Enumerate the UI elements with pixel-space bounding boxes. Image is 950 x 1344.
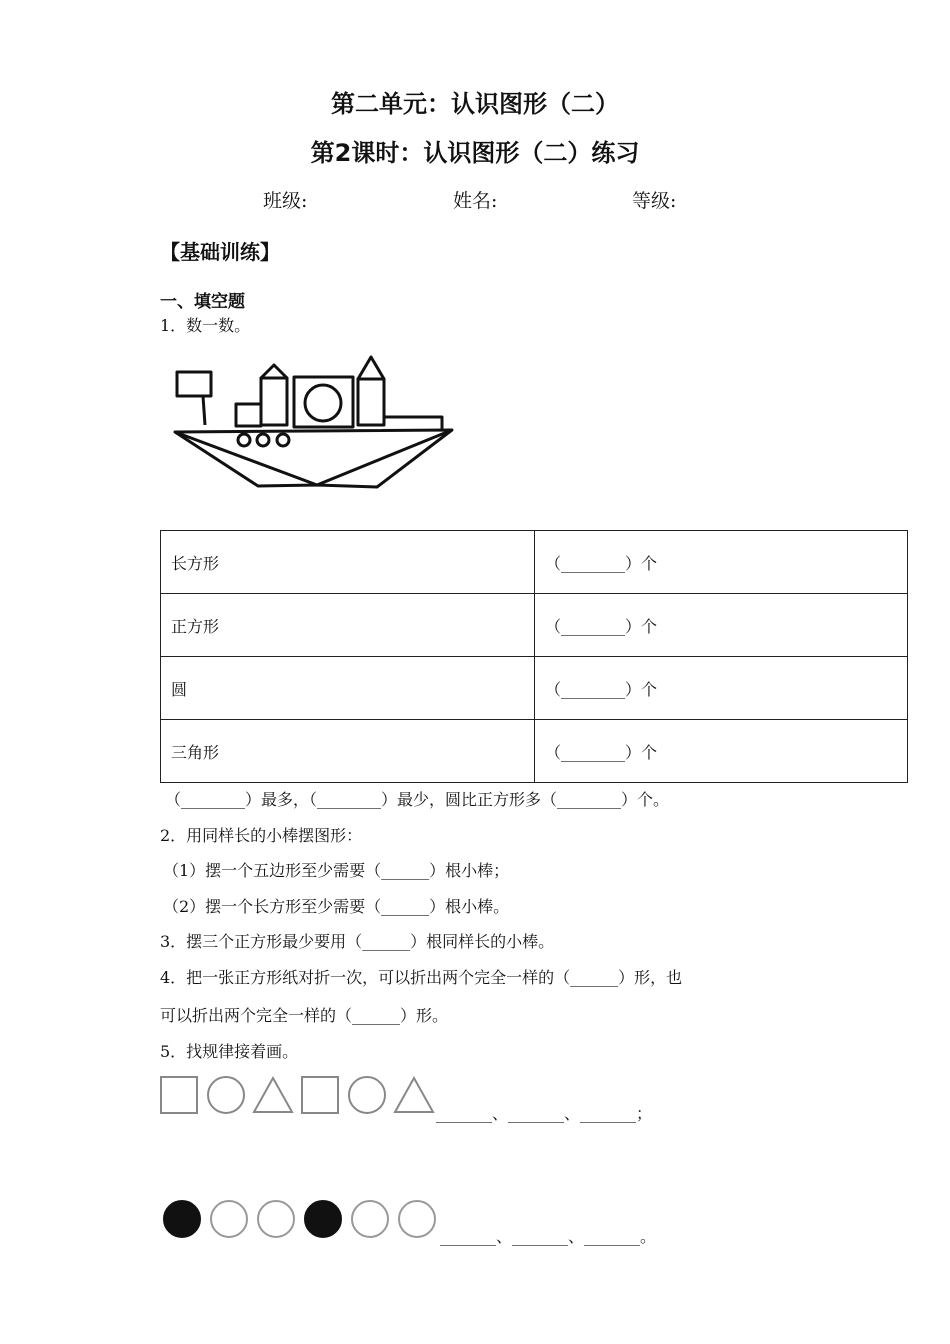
empty-circle bbox=[399, 1201, 435, 1237]
table-row bbox=[161, 594, 908, 657]
lesson-title: 第2课时：认识图形（二）练习 bbox=[310, 139, 640, 167]
triangle-shape bbox=[395, 1078, 433, 1112]
q5-seq2-answer[interactable]: _______、_______、_______。 bbox=[440, 1227, 657, 1246]
q5-prompt: 5．找规律接着画。 bbox=[160, 1042, 299, 1061]
class-label: 班级: bbox=[263, 190, 308, 212]
shape-name: 三角形 bbox=[161, 720, 535, 783]
q2-prompt: 2．用同样长的小棒摆图形： bbox=[160, 826, 363, 845]
square-shape bbox=[302, 1077, 338, 1113]
name-label: 姓名: bbox=[453, 190, 498, 212]
part-fill-in-blanks: 一、填空题 bbox=[160, 292, 245, 312]
q4-line2[interactable]: 可以折出两个完全一样的（______）形。 bbox=[160, 1006, 449, 1025]
empty-circle bbox=[211, 1201, 247, 1237]
ship-illustration bbox=[165, 345, 465, 495]
q3-text[interactable]: 3．摆三个正方形最少要用（______）根同样长的小棒。 bbox=[160, 932, 555, 951]
circle-sequence-2 bbox=[162, 1198, 442, 1240]
shape-name: 正方形 bbox=[161, 594, 535, 657]
shape-name: 长方形 bbox=[161, 531, 535, 594]
grade-label: 等级: bbox=[632, 190, 677, 212]
section-basic-training: 【基础训练】 bbox=[160, 240, 280, 264]
answer-blank[interactable]: （________）个 bbox=[535, 594, 908, 657]
q5-seq1-answer[interactable]: _______、_______、_______； bbox=[436, 1104, 653, 1123]
answer-blank[interactable]: （________）个 bbox=[535, 531, 908, 594]
answer-blank[interactable]: （________）个 bbox=[535, 720, 908, 783]
table-row bbox=[161, 720, 908, 783]
triangle-shape bbox=[254, 1078, 292, 1112]
table-row bbox=[161, 657, 908, 720]
page-title: 第二单元：认识图形（二） bbox=[331, 90, 619, 118]
count-table bbox=[160, 530, 908, 783]
q2-sub1[interactable]: （1）摆一个五边形至少需要（______）根小棒； bbox=[163, 861, 510, 880]
empty-circle bbox=[352, 1201, 388, 1237]
filled-circle bbox=[164, 1201, 200, 1237]
table-row bbox=[161, 531, 908, 594]
shape-sequence-1 bbox=[160, 1075, 440, 1117]
filled-circle bbox=[305, 1201, 341, 1237]
circle-shape bbox=[349, 1077, 385, 1113]
circle-shape bbox=[208, 1077, 244, 1113]
q2-sub2[interactable]: （2）摆一个长方形至少需要（______）根小棒。 bbox=[163, 897, 510, 916]
empty-circle bbox=[258, 1201, 294, 1237]
shape-name: 圆 bbox=[161, 657, 535, 720]
square-shape bbox=[161, 1077, 197, 1113]
q1-followup[interactable]: （________）最多，（________）最少，圆比正方形多（________）个。 bbox=[165, 790, 670, 809]
q4-line1[interactable]: 4．把一张正方形纸对折一次，可以折出两个完全一样的（______）形，也 bbox=[160, 968, 683, 987]
answer-blank[interactable]: （________）个 bbox=[535, 657, 908, 720]
q1-prompt: 1．数一数。 bbox=[160, 316, 251, 335]
